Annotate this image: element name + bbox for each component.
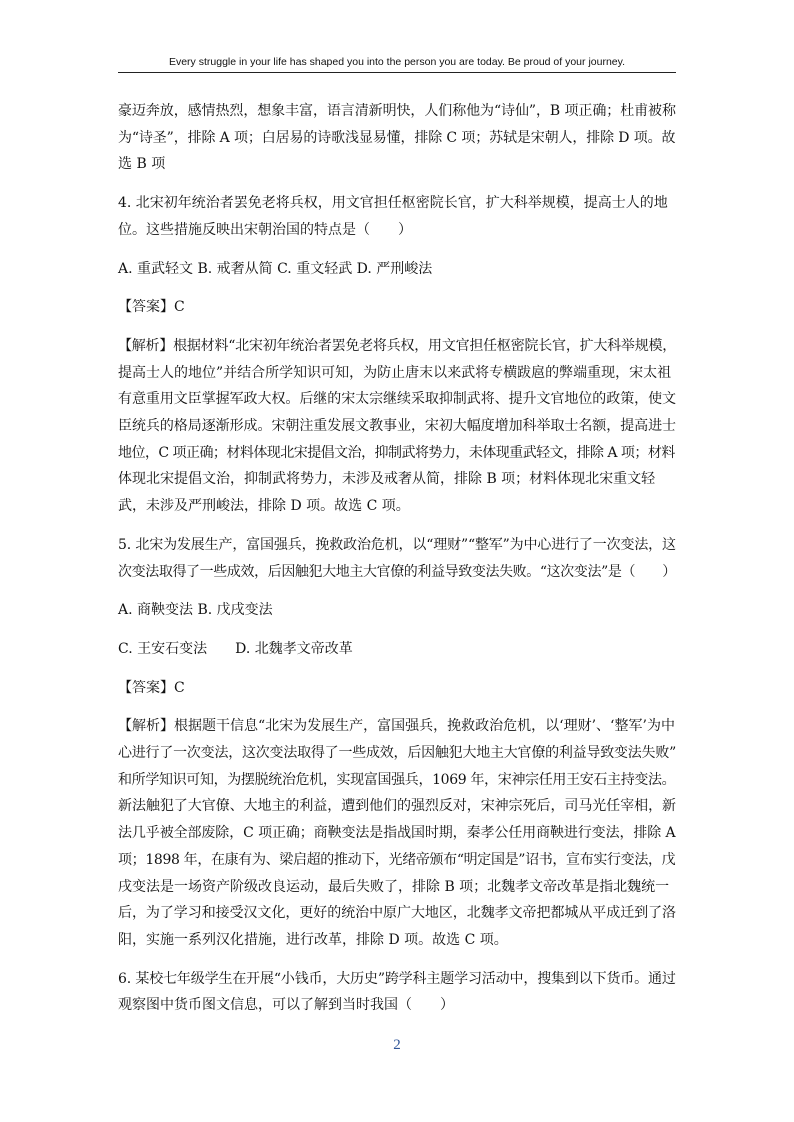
header-divider <box>118 72 676 73</box>
analysis-line: 戌变法是一场资产阶级改良运动，最后失败了，排除 B 项；北魏孝文帝改革是指北魏统一 <box>118 878 670 895</box>
question-6 <box>118 966 676 1019</box>
analysis-line: 和所学知识可知，为摆脱统治危机，实现富国强兵，1069 年，宋神宗任用王安石主持变法。 <box>118 771 676 788</box>
analysis-line: 阳，实施一系列汉化措施，进行改革，排除 D 项。故选 C 项。 <box>118 931 508 948</box>
page-content <box>118 98 676 1031</box>
analysis-line: 新法触犯了大官僚、大地主的利益，遭到他们的强烈反对，宋神宗死后，司马光任宰相，新 <box>118 798 676 815</box>
question-4 <box>118 190 676 243</box>
analysis-line: 臣统兵的格局逐渐形成。宋朝注重发展文教事业，宋初大幅度增加科举取士名额，提高进士 <box>118 418 676 435</box>
answer-label: 【答案】C <box>118 679 185 696</box>
options-line: A. 重武轻文 B. 戒奢从简 C. 重文轻武 D. 严刑峻法 <box>118 260 433 277</box>
options-line: C. 王安石变法 D. 北魏孝文帝改革 <box>118 640 353 657</box>
question-4-answer <box>118 294 676 321</box>
analysis-line: 【解析】根据题干信息“北宋为发展生产，富国强兵，挽救政治危机，以‘理财’、‘整军’为中 <box>118 718 675 735</box>
text-line: 豪迈奔放，感情热烈，想象丰富，语言清新明快，人们称他为“诗仙”，B 项正确；杜甫被称 <box>118 103 676 119</box>
answer-label: 【答案】C <box>118 299 185 316</box>
q3-analysis-continuation <box>118 98 676 178</box>
analysis-line: 地位，C 项正确；材料体现北宋提倡文治，抑制武将势力，未体现重武轻文，排除 A 项；材料 <box>118 444 675 461</box>
analysis-line: 体现北宋提倡文治，抑制武将势力，未涉及戒奢从简，排除 B 项；材料体现北宋重文轻 <box>118 471 656 488</box>
question-5-answer <box>118 675 676 702</box>
analysis-line: 后，为了学习和接受汉文化，更好的统治中原广大地区，北魏孝文帝把都城从平成迁到了洛 <box>118 905 676 922</box>
analysis-line: 提高士人的地位”并结合所学知识可知，为防止唐末以来武将专横跋扈的弊端重现，宋太祖 <box>118 364 672 381</box>
question-stem-line: 6. 某校七年级学生在开展“小钱币，大历史”跨学科主题学习活动中，搜集到以下货币。通过 <box>118 970 676 987</box>
question-4-analysis <box>118 333 676 520</box>
question-stem-line: 4. 北宋初年统治者罢免老将兵权，用文官担任枢密院长官，扩大科举规模，提高士人的地 <box>118 195 668 212</box>
question-5-options <box>118 636 676 663</box>
question-4-options <box>118 256 676 283</box>
question-5 <box>118 532 676 585</box>
page-header: Every struggle in your life has shaped you into the person you are today. Be proud of your journey. <box>168 56 626 68</box>
question-stem-line: 位。这些措施反映出宋朝治国的特点是（ ） <box>118 221 412 238</box>
text-line: 为“诗圣”，排除 A 项；白居易的诗歌浅显易懂，排除 C 项；苏轼是宋朝人，排除 D 项。故 <box>118 129 676 146</box>
options-line: A. 商鞅变法 B. 戊戌变法 <box>118 602 273 619</box>
question-5-options <box>118 597 676 624</box>
question-stem-line: 观察图中货币图文信息，可以了解到当时我国（ ） <box>118 997 454 1014</box>
analysis-line: 【解析】根据材料“北宋初年统治者罢免老将兵权，用文官担任枢密院长官，扩大科举规模， <box>118 337 677 354</box>
analysis-line: 心进行了一次变法，这次变法取得了一些成效，后因触犯大地主大官僚的利益导致变法失败” <box>118 745 677 762</box>
page-number: 2 <box>393 1037 401 1053</box>
text-line: 选 B 项 <box>118 156 166 173</box>
question-5-analysis <box>118 713 676 953</box>
analysis-line: 武，未涉及严刑峻法，排除 D 项。故选 C 项。 <box>118 498 410 515</box>
question-stem-line: 5. 北宋为发展生产，富国强兵，挽救政治危机，以“理财”“整军”为中心进行了一次变法，这 <box>118 536 676 553</box>
analysis-line: 项；1898 年，在康有为、梁启超的推动下，光绪帝颁布“明定国是”诏书，宣布实行变法，戊 <box>118 851 676 868</box>
analysis-line: 法几乎被全部废除，C 项正确；商鞅变法是指战国时期，秦孝公任用商鞅进行变法，排除 A <box>118 825 676 842</box>
question-stem-line: 次变法取得了一些成效，后因触犯大地主大官僚的利益导致变法失败。“这次变法”是（ ） <box>118 563 676 580</box>
analysis-line: 有意重用文臣掌握军政大权。后继的宋太宗继续采取抑制武将、提升文官地位的政策，使文 <box>118 391 676 408</box>
